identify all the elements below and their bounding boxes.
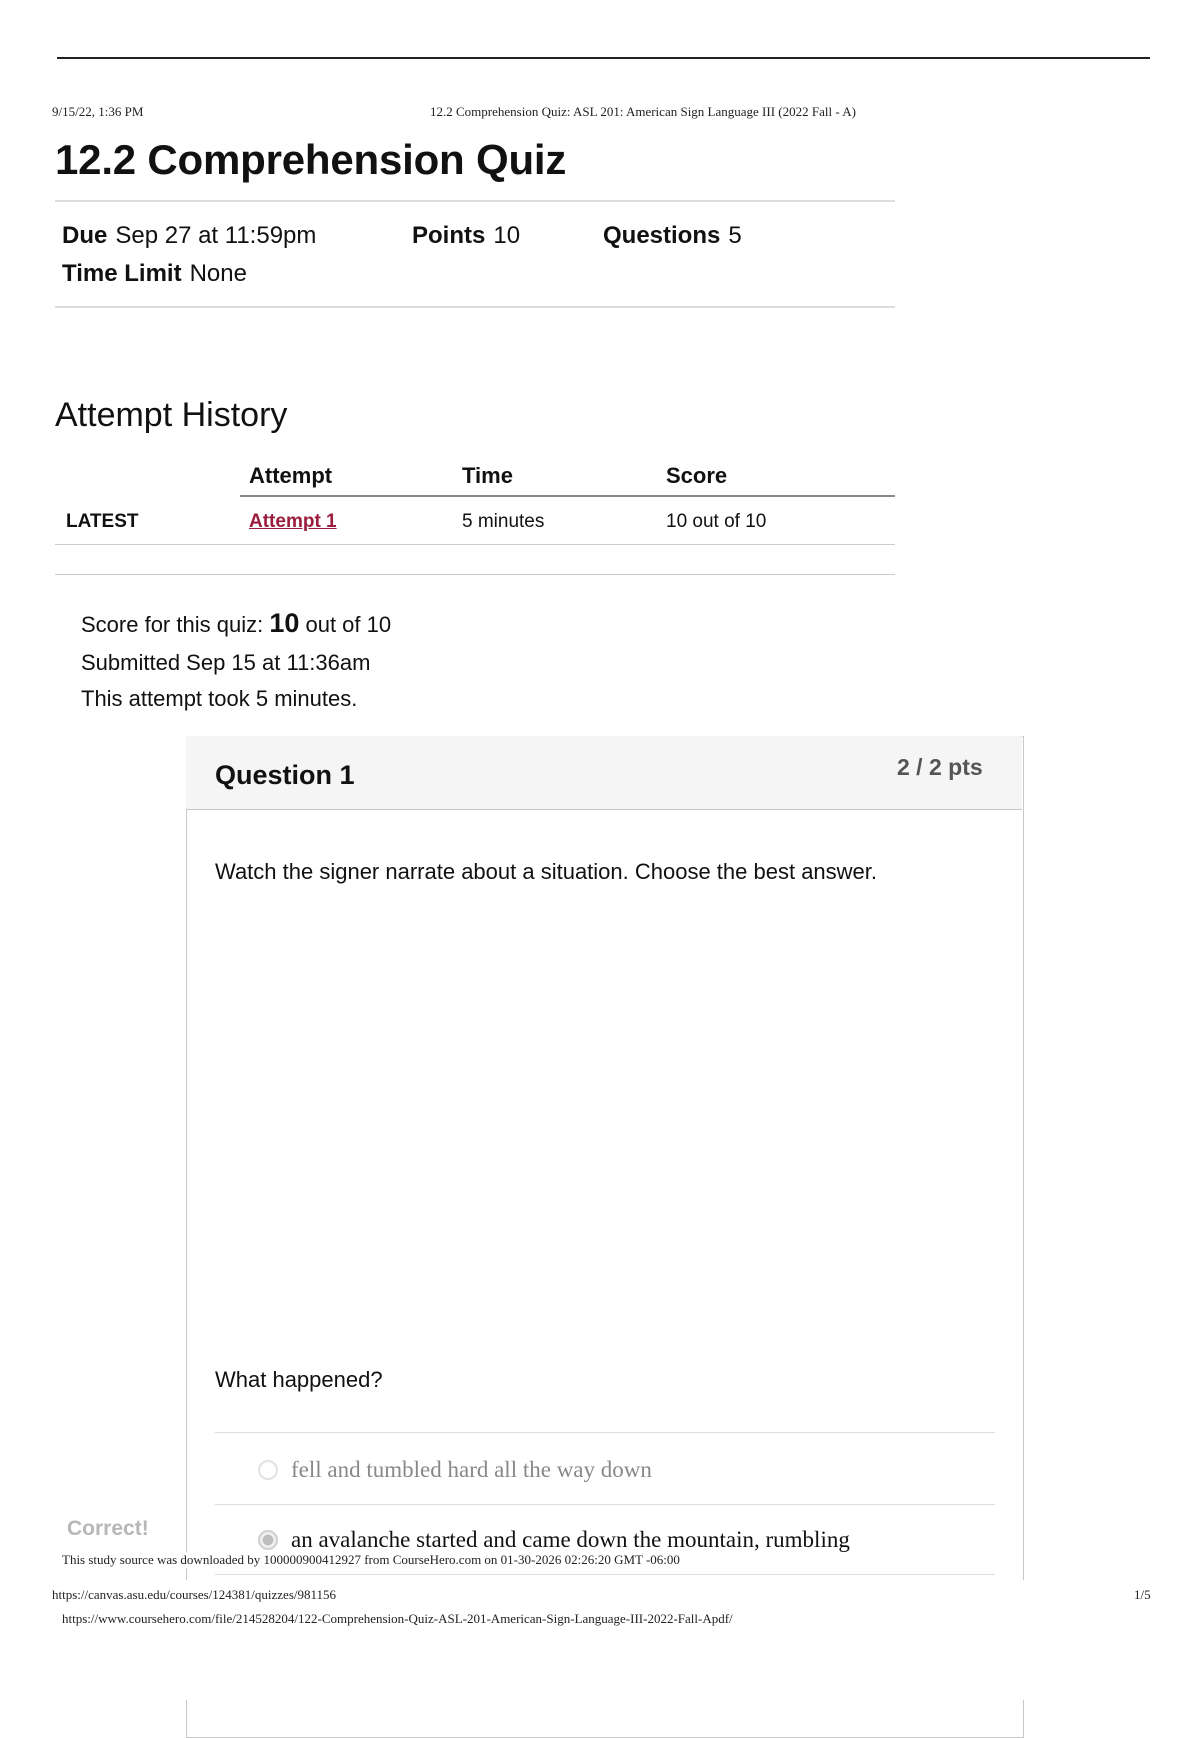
answer-option: fell and tumbled hard all the way down bbox=[291, 1457, 652, 1482]
coursehero-url: https://www.coursehero.com/file/214528204/122-Comprehension-Quiz-ASL-201-American-Sign-Language-III-2022-Fall-Apdf/ bbox=[62, 1611, 733, 1626]
points-info bbox=[412, 222, 520, 250]
attempt-history-heading: Attempt History bbox=[55, 396, 288, 434]
answer-radio[interactable] bbox=[258, 1460, 278, 1480]
column-header-score: Score bbox=[666, 463, 728, 488]
due-info bbox=[62, 222, 316, 250]
page-number: 1/5 bbox=[1134, 1587, 1151, 1602]
table-header-rule bbox=[240, 495, 895, 497]
column-header-time: Time bbox=[462, 463, 513, 488]
time-limit-label: Time Limit bbox=[62, 260, 182, 287]
page-title: 12.2 Comprehension Quiz bbox=[55, 136, 567, 183]
attempt-1-link[interactable]: Attempt 1 bbox=[249, 511, 337, 532]
column-header-attempt: Attempt bbox=[249, 463, 333, 488]
points-label: Points bbox=[412, 222, 486, 249]
answer-option-selected: an avalanche started and came down the mountain, rumbling bbox=[291, 1527, 850, 1552]
answer-divider bbox=[215, 1574, 995, 1575]
score-prefix: Score for this quiz: bbox=[81, 612, 270, 637]
score-value: 10 bbox=[269, 608, 300, 638]
question-prompt: Watch the signer narrate about a situation. Choose the best answer. bbox=[215, 859, 878, 884]
top-rule bbox=[57, 57, 1150, 59]
table-row-rule bbox=[55, 544, 895, 545]
due-value: Sep 27 at 11:59pm bbox=[115, 222, 317, 249]
submitted-time: Submitted Sep 15 at 11:36am bbox=[81, 650, 371, 675]
question-points: 2 / 2 pts bbox=[897, 754, 983, 780]
divider bbox=[55, 306, 895, 308]
questions-info bbox=[603, 222, 742, 250]
points-value: 10 bbox=[493, 222, 521, 249]
divider bbox=[55, 200, 895, 202]
attempt-time: 5 minutes bbox=[462, 511, 545, 532]
answer-radio-selected[interactable] bbox=[258, 1530, 278, 1550]
score-suffix: out of 10 bbox=[299, 612, 392, 637]
correct-label: Correct! bbox=[67, 1517, 149, 1540]
table-bottom-rule bbox=[55, 574, 895, 575]
attempt-score: 10 out of 10 bbox=[666, 511, 767, 532]
latest-tag: LATEST bbox=[66, 511, 139, 532]
print-title: 12.2 Comprehension Quiz: ASL 201: American Sign Language III (2022 Fall - A) bbox=[430, 104, 856, 119]
canvas-url: https://canvas.asu.edu/courses/124381/quizzes/981156 bbox=[52, 1587, 337, 1602]
answer-divider bbox=[215, 1504, 995, 1505]
due-label: Due bbox=[62, 222, 108, 249]
study-source-notice: This study source was downloaded by 100000900412927 from CourseHero.com on 01-30-2026 02:26:20 GMT -06:00 bbox=[62, 1552, 680, 1567]
answer-divider bbox=[215, 1432, 995, 1433]
attempt-duration: This attempt took 5 minutes. bbox=[81, 686, 358, 711]
quiz-score bbox=[81, 608, 391, 639]
questions-label: Questions bbox=[603, 222, 721, 249]
questions-value: 5 bbox=[728, 222, 742, 249]
print-date: 9/15/22, 1:36 PM bbox=[52, 104, 144, 119]
question-text: What happened? bbox=[215, 1367, 383, 1392]
time-limit-value: None bbox=[189, 260, 247, 287]
time-limit-info bbox=[62, 260, 247, 288]
question-title: Question 1 bbox=[215, 760, 355, 790]
